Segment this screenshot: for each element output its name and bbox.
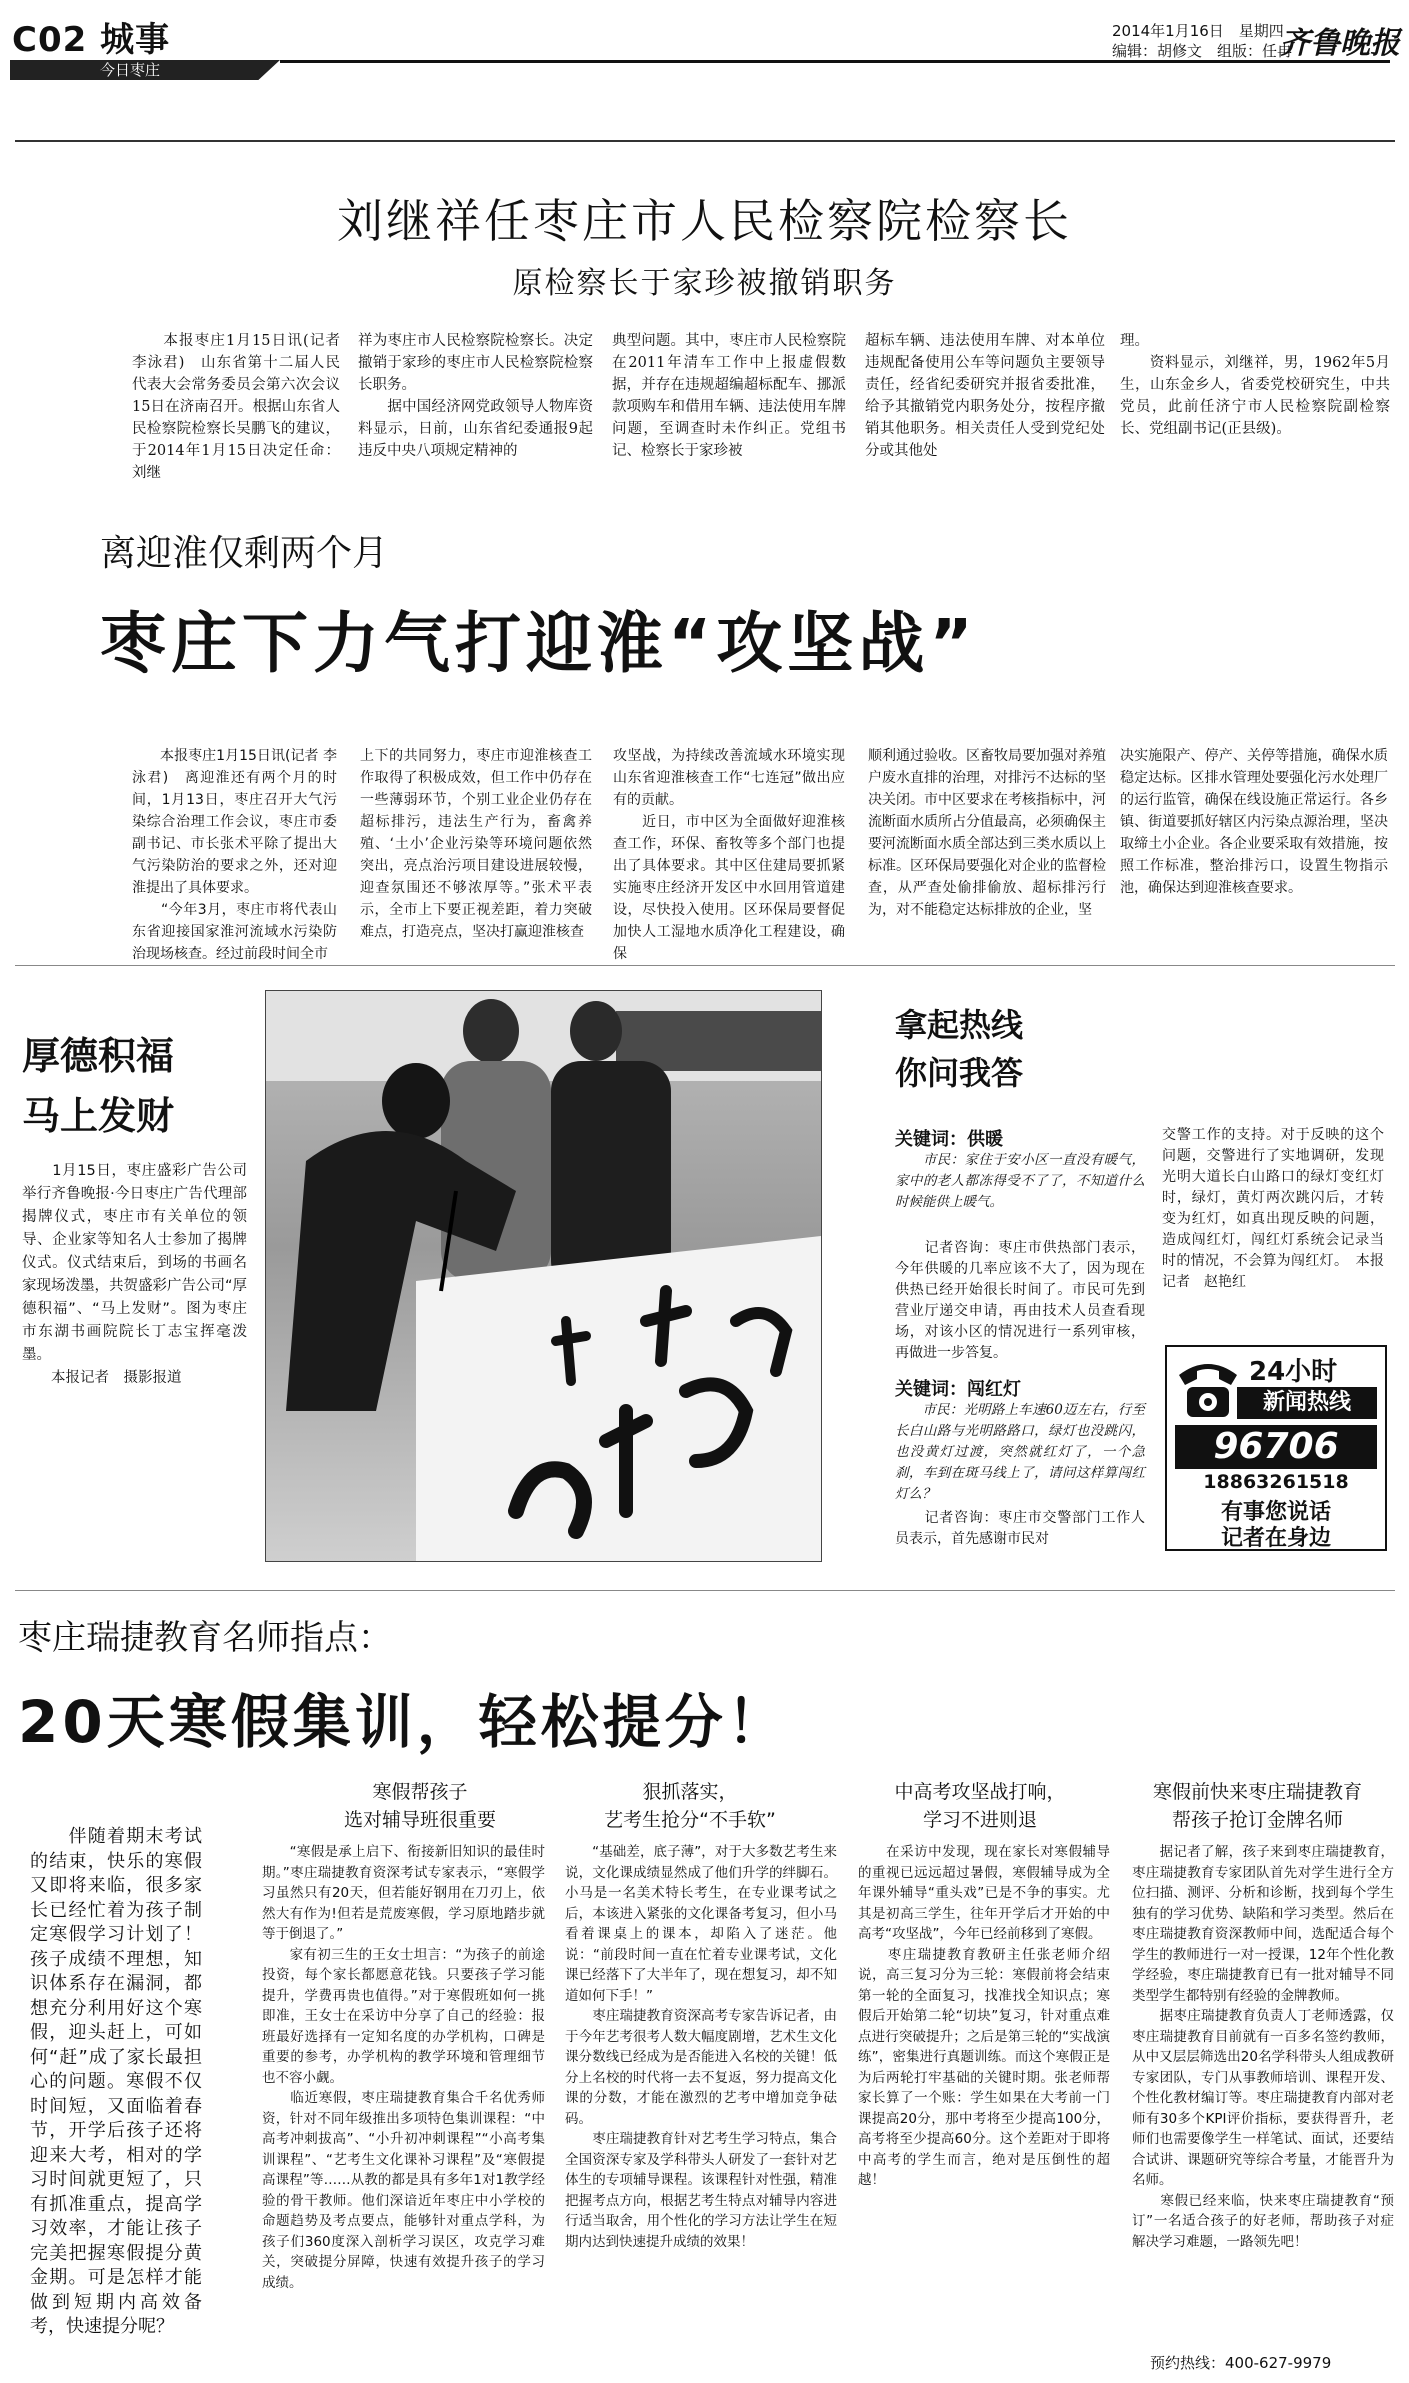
keyword-heating: 关键词：供暖 bbox=[895, 1129, 1003, 1150]
editor-credits: 编辑：胡修文 组版：任冉 bbox=[1112, 42, 1293, 60]
article5-subhead-3: 中高考攻坚战打响， 学习不进则退 bbox=[894, 1781, 1066, 1831]
question-redlight: 市民：光明路上车速60迈左右，行至长白山路与光明路路口，绿灯也没跳闪，也没黄灯过渡，突然就红灯了，一个急刹，车到在斑马线上了，请问这样算闯红灯么？ bbox=[895, 1402, 1145, 1502]
keyword-redlight: 关键词：闯红灯 bbox=[895, 1379, 1021, 1400]
answer-redlight-cont: 交警工作的支持。对于反映的这个问题，交警进行了实地调研，发现光明大道长白山路口的绿灯变红灯时，绿灯，黄灯两次跳闪后，才转变为红灯，如真出现反映的问题，造成闯红灯，闯红灯系统会记录当时的情况，不会算为闯红灯。 本报记者 赵艳红 bbox=[1162, 1127, 1384, 1290]
article5-section-2: “基础差，底子薄”，对于大多数艺考生来说，文化课成绩显然成了他们升学的绊脚石。小马是一名美术特长考生，在专业课考试之后，本该进入紧张的文化课备考复习，但小马看着课桌上的课本，却陷入了迷茫。他说：“前段时间一直在忙着专业课考试，文化课已经落下了大半年了，现在想复习，却不知道如何下手！” 枣庄瑞捷教育资深高考专家告诉记者，由于今年艺考很考人数大幅度剧增，艺术生文化课分数线已经成为是否能进入名校的关键！低分上名校的时代将一去不复返，努力提高文化课的分数，才能在激烈的艺考中增加竞争砝码。 枣庄瑞捷教育针对艺考生学习特点，集合全国资深专家及学科带头人研发了一套针对艺体生的专项辅导课程。该课程针对性强，精准把握考点方向，根据艺考生特点对辅导内容进行适当取舍，用个性化的学习方法让学生在短期内达到快速提升成绩的效果！ bbox=[565, 1844, 837, 2250]
subsection-label: 今日枣庄 bbox=[100, 61, 161, 79]
article2-col4: 顺利通过验收。区畜牧局要加强对养殖户废水直排的治理，对排污不达标的坚决关闭。市中区要求在考核指标中，河流断面水质所占分值最高，必须确保主要河流断面水质全部达到三类水质以上标准。区环保局要强化对企业的监督检查，从严查处偷排偷放、超标排污行为，对不能稳定达标排放的企业，坚 bbox=[868, 748, 1106, 918]
divider bbox=[15, 140, 1395, 142]
article5-section-3: 在采访中发现，现在家长对寒假辅导的重视已远远超过暑假，寒假辅导成为全年课外辅导“重头戏”已是不争的事实。尤其是初高三学生，往年开学后才开始的中高考“攻坚战”，今年已经前移到了寒假。 枣庄瑞捷教育教研主任张老师介绍说，高三复习分为三轮：寒假前将会结束第一轮的全面复习，找准找全知识点；寒假后开始第二轮“切块”复习，针对重点难点进行突破提升；之后是第三轮的“实战演练”，密集进行真题训练。而这个寒假正是为后两轮打牢基础的关键时期。张老师帮家长算了一个账：学生如果在大考前一门课提高20分，那中考将至少提高100分，高考将至少提高60分。这个差距对于即将中高考的学生而言，绝对是压倒性的超越！ bbox=[858, 1844, 1110, 2188]
article5-subhead-1: 寒假帮孩子 选对辅导班很重要 bbox=[343, 1781, 496, 1831]
article5-lead: 伴随着期末考试的结束，快乐的寒假又即将来临，很多家长已经忙着为孩子制定寒假学习计划了！孩子成绩不理想，知识体系存在漏洞，都想充分利用好这个寒假，迎头赶上，可如何“赶”成了家长最担心的问题。寒假不仅时间短，又面临着春节，开学后孩子还将迎来大考，相对的学习时间就更短了，只有抓准重点，提高学习效率，才能让孩子完美把握寒假提分黄金期。可是怎样才能做到短期内高效备考，快速提分呢？ bbox=[30, 1826, 202, 2337]
article1-col1: 本报枣庄1月15日讯(记者 李泳君) 山东省第十二届人民代表大会常务委员会第六次会议15日在济南召开。根据山东省人民检察院检察长吴鹏飞的建议，于2014年1月15日决定任命：刘继 bbox=[132, 333, 340, 481]
article2-col1: 本报枣庄1月15日讯(记者 李泳君) 离迎淮还有两个月的时间，1月13日，枣庄召开大气污染综合治理工作会议，枣庄市委副书记、市长张术平除了提出大气污染防治的要求之外，还对迎淮提出了具体要求。 “今年3月，枣庄市将代表山东省迎接国家淮河流域水污染防治现场核查。经过前段时间全市 bbox=[132, 748, 337, 962]
divider bbox=[15, 1590, 1395, 1591]
article1-col2: 祥为枣庄市人民检察院检察长。决定撤销于家珍的枣庄市人民检察院检察长职务。 据中国经济网党政领导人物库资料显示，日前，山东省纪委通报9起违反中央八项规定精神的 bbox=[358, 333, 593, 459]
booking-phone: 预约热线：400-627-9979 bbox=[1150, 2354, 1332, 2372]
hotline-box bbox=[1165, 1345, 1387, 1551]
article1-col3: 典型问题。其中，枣庄市人民检察院在2011年清车工作中上报虚假数据，并存在违规超编超标配车、挪派款项购车和借用车辆、违法使用车牌问题，至调查时未作纠正。党组书记、检察长于家珍被 bbox=[612, 333, 846, 459]
calligraphy-photo bbox=[265, 990, 822, 1562]
answer-heating: 记者咨询：枣庄市供热部门表示，今年供暖的几率应该不大了，因为现在供热已经开始很长时间了。市民可先到营业厅递交申请，再由技术人员查看现场，对该小区的情况进行一系列审核，再做进一步答复。 bbox=[895, 1240, 1145, 1361]
article2-col5: 决实施限产、停产、关停等措施，确保水质稳定达标。区排水管理处要强化污水处理厂的运行监管，确保在线设施正常运行。各乡镇、街道要抓好辖区内污染点源治理，坚决取缔土小企业。各企业要采取有效措施，按照工作标准，整治排污口，设置生物指示池，确保达到迎淮核查要求。 bbox=[1120, 748, 1388, 896]
article1-col4: 超标车辆、违法使用车牌、对本单位违规配备使用公车等问题负主要领导责任，经省纪委研究并报省委批准，给予其撤销党内职务处分，按程序撤销其他职务。相关责任人受到党纪处分或其他处 bbox=[865, 333, 1105, 459]
article5-headline: 20天寒假集训，轻松提分！ bbox=[18, 1688, 789, 1756]
telephone-icon bbox=[1173, 1353, 1243, 1423]
article5-subhead-2: 狠抓落实， 艺考生抢分“不手软” bbox=[604, 1781, 776, 1831]
article1-col5: 理。 资料显示，刘继祥，男，1962年5月生，山东金乡人，省委党校研究生，中共党员，此前任济宁市人民检察院副检察长、党组副书记(正县级)。 bbox=[1120, 333, 1390, 437]
paper-logo: 齐鲁晚报 bbox=[1280, 26, 1400, 61]
article5-kicker: 枣庄瑞捷教育名师指点： bbox=[18, 1618, 392, 1658]
hotline-slogan-2: 记者在身边 bbox=[1220, 1526, 1331, 1551]
article3-caption: 1月15日，枣庄盛彩广告公司举行齐鲁晚报·今日枣庄广告代理部揭牌仪式，枣庄市有关单位的领导、企业家等知名人士参加了揭牌仪式。仪式结束后，到场的书画名家现场泼墨，共贺盛彩广告公司“厚德积福”、“马上发财”。图为枣庄市东湖书画院院长丁志宝挥毫泼墨。 本报记者 摄影报道 bbox=[22, 1163, 248, 1386]
article3-headline-2: 马上发财 bbox=[22, 1094, 175, 1138]
hotline-mobile: 18863261518 bbox=[1203, 1471, 1349, 1493]
hotline-label-news: 新闻热线 bbox=[1237, 1387, 1377, 1419]
hotline-number: 96706 bbox=[1175, 1425, 1377, 1469]
article5-section-1: “寒假是承上启下、衔接新旧知识的最佳时期。”枣庄瑞捷教育资深考试专家表示，“寒假学习虽然只有20天，但若能好钢用在刀刃上，依然大有作为!但若是荒废寒假，学习原地踏步就等于倒退了。” 家有初三生的王女士坦言：“为孩子的前途投资，每个家长都愿意花钱。只要孩子学习能提升，学费再贵也值得。”对于寒假班如何一挑即准，王女士在采访中分享了自己的经验：报班最好选择有一定知名度的办学机构，口碑是重要的参考，办学机构的教学环境和管理细节也不容小觑。 临近寒假，枣庄瑞捷教育集合千名优秀师资，针对不同年级推出多项特色集训课程：“中高考冲刺拔高”、“小升初冲刺课程”“小高考集训课程”、“艺考生文化课补习课程”及“寒假提高课程”等……从教的都是具有多年1对1教学经验的骨干教师。他们深谙近年枣庄中小学校的命题趋势及考点要点，能够针对重点学科，为孩子们360度深入剖析学习误区，攻克学习难关，突破提分屏障，快速有效提升孩子的学习成绩。 bbox=[262, 1844, 545, 2291]
article2-kicker: 离迎淮仅剩两个月 bbox=[100, 533, 389, 574]
article4-headline-2: 你问我答 bbox=[895, 1054, 1024, 1092]
article1-headline: 刘继祥任枣庄市人民检察院检察长 bbox=[337, 194, 1072, 248]
article2-col3: 攻坚战，为持续改善流域水环境实现山东省迎淮核查工作“七连冠”做出应有的贡献。 近日，市中区为全面做好迎淮核查工作，环保、畜牧等多个部门也提出了具体要求。其中区住建局要抓紧实施枣庄经济开发区中水回用管道建设，尽快投入使用。区环保局要督促加快人工湿地水质净化工程建设，确保 bbox=[613, 748, 845, 962]
article2-col2: 上下的共同努力，枣庄市迎淮核查工作取得了积极成效，但工作中仍存在一些薄弱环节，个别工业企业仍存在超标排污，违法生产行为，畜禽养殖、‘土小’企业污染等环境问题依然突出，亮点治污项目建设进展较慢，迎查氛围还不够浓厚等。”张术平表示，全市上下要正视差距，着力突破难点，打造亮点，坚决打赢迎淮核查 bbox=[360, 748, 592, 940]
hotline-label-24h: 24小时 bbox=[1249, 1357, 1338, 1387]
question-heating: 市民：家住于安小区一直没有暖气，家中的老人都冻得受不了了，不知道什么时候能供上暖气。 bbox=[895, 1152, 1145, 1210]
article4-headline-1: 拿起热线 bbox=[895, 1006, 1024, 1044]
hotline-slogan-1: 有事您说话 bbox=[1220, 1500, 1331, 1525]
issue-date: 2014年1月16日 星期四 bbox=[1112, 22, 1284, 40]
article2-headline: 枣庄下力气打迎淮“攻坚战” bbox=[100, 605, 978, 682]
article5-subhead-4: 寒假前快来枣庄瑞捷教育 帮孩子抢订金牌名师 bbox=[1152, 1781, 1362, 1831]
section-title: C02 城事 bbox=[12, 20, 171, 60]
divider bbox=[15, 965, 1395, 966]
article3-headline-1: 厚德积福 bbox=[22, 1034, 175, 1078]
answer-redlight: 记者咨询：枣庄市交警部门工作人员表示，首先感谢市民对 bbox=[895, 1510, 1145, 1547]
article5-section-4: 据记者了解，孩子来到枣庄瑞捷教育，枣庄瑞捷教育专家团队首先对学生进行全方位扫描、测评、分析和诊断，找到每个学生独有的学习优势、缺陷和学习类型。然后在枣庄瑞捷教育资深教师中间，选配适合每个学生的教师进行一对一授课，12年个性化教学经验，枣庄瑞捷教育已有一批对辅导不同类型学生都特别有经验的金牌教师。 据枣庄瑞捷教育负责人丁老师透露，仅枣庄瑞捷教育目前就有一百多名签约教师，从中又层层筛选出20名学科带头人组成教研专家团队，专门从事教师培训、课程开发、个性化教材编订等。枣庄瑞捷教育内部对老师有30多个KPI评价指标，要获得晋升，老师们也需要像学生一样笔试、面试，还要结合试讲、课题研究等综合考量，才能晋升为名师。 寒假已经来临，快来枣庄瑞捷教育“预订”一名适合孩子的好老师，帮助孩子对症解决学习难题，一路领先吧！ bbox=[1132, 1844, 1394, 2250]
article1-subhead: 原检察长于家珍被撤销职务 bbox=[512, 266, 897, 301]
